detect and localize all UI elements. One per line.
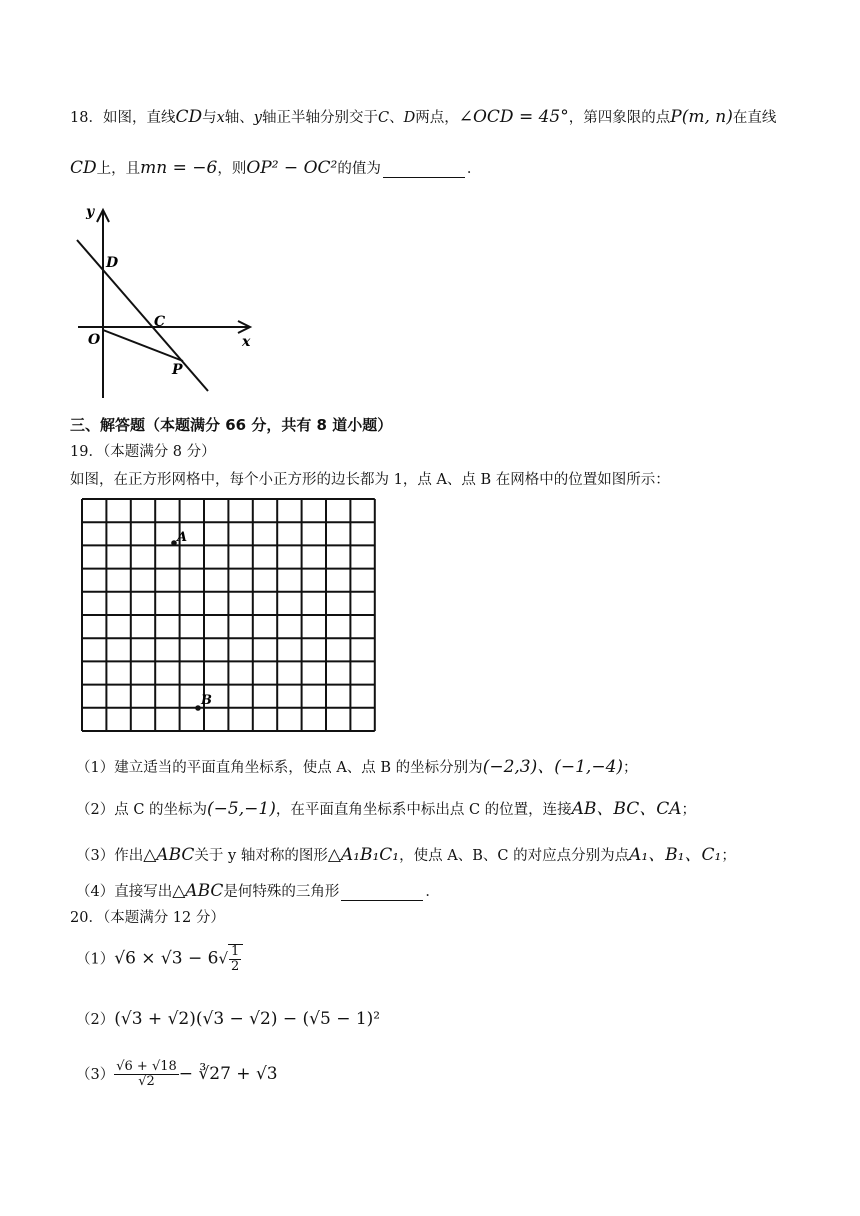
section-heading: 三、解答题（本题满分 66 分，共有 8 道小题） bbox=[70, 416, 393, 434]
q19-part-3: （3）作出△ABC关于 y 轴对称的图形△A₁B₁C₁，使点 A、B、C 的对应点分别为点A₁、B₁、C₁； bbox=[76, 845, 736, 865]
q20-part-2: （2）(√3 + √2)(√3 − √2) − (√5 − 1)² bbox=[76, 1009, 381, 1029]
q19-part-1: （1）建立适当的平面直角坐标系，使点 A、点 B 的坐标分别为(−2,3)、(−1,−4)； bbox=[76, 757, 638, 777]
label-o: O bbox=[88, 332, 101, 348]
fraction-half: $\frac{1}{2}$ bbox=[228, 944, 243, 975]
angle-ocd: ∠OCD = 45° bbox=[458, 107, 569, 127]
expression-op-oc: OP² − OC² bbox=[246, 158, 338, 178]
label-p: P bbox=[172, 362, 183, 378]
q19-grid bbox=[80, 497, 382, 735]
q18-line-1: 18．如图，直线CD与x轴、y轴正半轴分别交于C、D两点，∠OCD = 45°，第四象限的点P(m, n)在直线 bbox=[70, 107, 777, 127]
label-d: D bbox=[106, 255, 119, 271]
point-b bbox=[195, 705, 201, 711]
line-cd bbox=[77, 240, 208, 391]
q18-figure bbox=[70, 198, 270, 403]
label-y: y bbox=[86, 204, 95, 220]
point-a bbox=[171, 540, 177, 546]
point-p: P(m, n) bbox=[670, 107, 733, 127]
label-a: A bbox=[177, 530, 188, 545]
q19-part-4: （4）直接写出△ABC是何特殊的三角形 ． bbox=[76, 881, 440, 901]
answer-blank bbox=[383, 163, 465, 178]
q19-part-2: （2）点 C 的坐标为(−5,−1)，在平面直角坐标系中标出点 C 的位置，连接AB、BC、CA； bbox=[76, 799, 697, 819]
label-c: C bbox=[154, 314, 166, 330]
segment-op bbox=[103, 330, 183, 361]
answer-blank bbox=[341, 886, 423, 901]
label-b: B bbox=[201, 693, 212, 708]
q20-part-3: （3） $\frac{√6 + √18}{√2}$ − ∛27 + √3 bbox=[76, 1059, 278, 1090]
q20-title: 20．（本题满分 12 分） bbox=[70, 910, 225, 926]
q20-part-1: （1）√6 × √3 − 6√ $\frac{1}{2}$ bbox=[76, 944, 243, 975]
q19-intro: 如图，在正方形网格中，每个小正方形的边长都为 1，点 A、点 B 在网格中的位置如图所示： bbox=[70, 472, 670, 488]
fraction-sqrt: $\frac{√6 + √18}{√2}$ bbox=[116, 1059, 177, 1090]
q19-title: 19．（本题满分 8 分） bbox=[70, 444, 216, 460]
q18-line-2: CD上，且mn = −6，则OP² − OC²的值为 ． bbox=[70, 158, 482, 178]
label-x: x bbox=[242, 334, 251, 350]
